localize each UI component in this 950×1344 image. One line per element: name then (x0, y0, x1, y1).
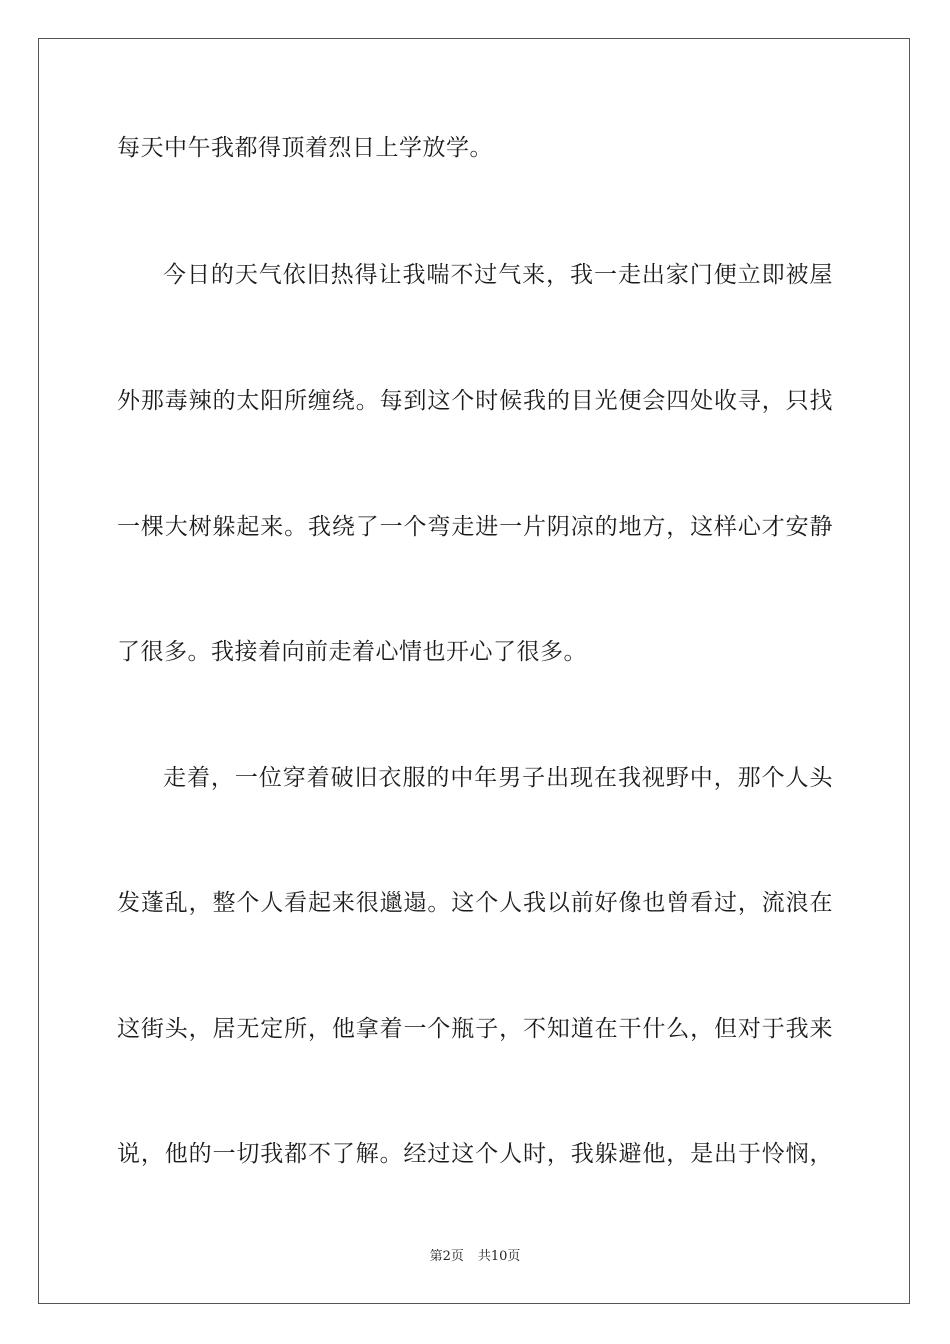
text-line: 一棵大树躲起来。我绕了一个弯走进一片阴凉的地方，这样心才安静 (117, 514, 833, 540)
page-number: 第2页 (429, 1249, 464, 1264)
text-line: 每天中午我都得顶着烈日上学放学。 (117, 135, 493, 161)
total-pages: 共10页 (477, 1249, 521, 1264)
page-footer (0, 1248, 950, 1266)
text-line: 发蓬乱，整个人看起来很邋遢。这个人我以前好像也曾看过，流浪在 (117, 890, 833, 916)
text-line: 走着，一位穿着破旧衣服的中年男子出现在我视野中，那个人头 (163, 765, 833, 791)
text-line: 这街头，居无定所，他拿着一个瓶子，不知道在干什么，但对于我来 (117, 1016, 833, 1042)
text-line: 外那毒辣的太阳所缠绕。每到这个时候我的目光便会四处收寻，只找 (117, 388, 833, 414)
page-border (38, 38, 910, 1304)
text-line: 今日的天气依旧热得让我喘不过气来，我一走出家门便立即被屋 (163, 262, 833, 288)
text-line: 说，他的一切我都不了解。经过这个人时，我躲避他，是出于怜悯， (117, 1141, 833, 1167)
text-line: 了很多。我接着向前走着心情也开心了很多。 (117, 639, 587, 665)
